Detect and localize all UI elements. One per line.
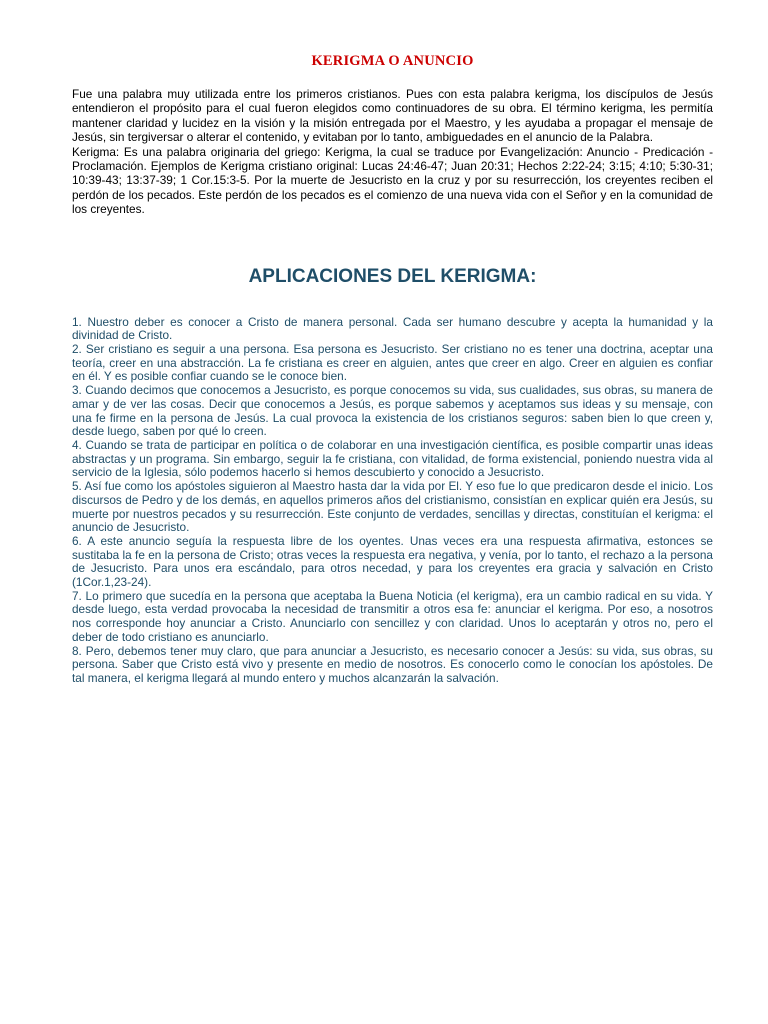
list-item: 2. Ser cristiano es seguir a una persona. Esa persona es Jesucristo. Ser cristiano no es tener una doctrina, aceptar una teoría, creer en una abstracción. La fe cristiana es creer en alguien, antes que creer en algo. Creer en alguien es confiar en él. Y es posible confiar cuando se le conoce bien. bbox=[72, 342, 713, 384]
intro-section bbox=[72, 87, 713, 217]
document-page bbox=[72, 0, 713, 686]
applications-list bbox=[72, 316, 713, 686]
list-item: 7. Lo primero que sucedía en la persona que aceptaba la Buena Noticia (el kerigma), era un cambio radical en su vida. Y desde luego, esta verdad provocaba la necesidad de transmitir a otros esa fe: anunciar el kerigma. Por eso, a nosotros nos corresponde hoy anunciar a Cristo. Anunciarlo con sencillez y con claridad. Unos lo aceptarán y otros no, pero el deber de todo cristiano es anunciarlo. bbox=[72, 588, 713, 644]
list-item: 6. A este anuncio seguía la respuesta libre de los oyentes. Unas veces era una respuesta afirmativa, estonces se sustitaba la fe en la persona de Cristo; otras veces la respuesta era negativa, y venía, por lo tanto, el rechazo a la persona de Jesucristo. Para unos era escándalo, para otros necedad, y para los creyentes era gracia y salvación en Cristo (1Cor.1,23-24). bbox=[72, 533, 713, 590]
list-item: 4. Cuando se trata de participar en política o de colaborar en una investigación científica, es posible compartir unas ideas abstractas y un programa. Sin embargo, seguir la fe cristiana, con vitalidad, de forma existencial, poniendo nuestra vida al servicio de la Iglesia, sólo podemos hacerlo si hemos descubierto y conocido a Jesucristo. bbox=[72, 437, 713, 480]
intro-paragraph: Fue una palabra muy utilizada entre los primeros cristianos. Pues con esta palabra kerigma, los discípulos de Jesús entendieron el propósito para el cual fueron elegidos como continuadores de su obra. El término kerigma, les permitía mantener claridad y lucidez en la visión y la misión entregada por el Maestro, y les ayudaba a propagar el mensaje de Jesús, sin tergiversar o alterar el contenido, y evitaban por lo tanto, ambiguedades en el anuncio de la Palabra. bbox=[72, 87, 713, 145]
document-title: KERIGMA O ANUNCIO bbox=[311, 53, 474, 69]
list-item: 1. Nuestro deber es conocer a Cristo de manera personal. Cada ser humano descubre y acepta la humanidad y la divinidad de Cristo. bbox=[72, 314, 713, 343]
list-item: 8. Pero, debemos tener muy claro, que para anunciar a Jesucristo, es necesario conocer a Jesús: su vida, sus obras, su persona. Saber que Cristo está vivo y presente en medio de nosotros. Es conocerlo como le conocían los apóstoles. De tal manera, el kerigma llegará al mundo entero y muchos alcanzarán la salvación. bbox=[72, 643, 713, 685]
section-heading: APLICACIONES DEL KERIGMA: bbox=[248, 265, 537, 287]
list-item: 3. Cuando decimos que conocemos a Jesucristo, es porque conocemos su vida, sus cualidades, sus obras, su manera de amar y de ver las cosas. Decir que conocemos a Jesús, es porque sabemos y aceptamos sus ideas y su mensaje, con una fe firme en la persona de Jesús. La cual provoca la existencia de los cristianos seguros: saben bien lo que creen y, desde luego, saben por qué lo creen. bbox=[72, 383, 713, 439]
list-item: 5. Así fue como los apóstoles siguieron al Maestro hasta dar la vida por El. Y eso fue lo que predicaron desde el inicio. Los discursos de Pedro y de los demás, en aquellos primeros años del cristianismo, consistían en explicar quién era Jesús, su muerte por nuestros pecados y su resurrección. Este conjunto de verdades, sencillas y directas, constituían el kerigma: el anuncio de Jesucristo. bbox=[72, 479, 713, 535]
intro-paragraph: Kerigma: Es una palabra originaria del griego: Kerigma, la cual se traduce por Evangelización: Anuncio - Predicación - Proclamación. Ejemplos de Kerigma cristiano original: Lucas 24:46-47; Juan 20:31; Hechos 2:22-24; 3:15; 4:10; 5:30-31; 10:39-43; 13:37-39; 1 Cor.15:3-5. Por la muerte de Jesucristo en la cruz y por su resurrección, los creyentes reciben el perdón de los pecados. Este perdón de los pecados es el comienzo de una nueva vida con el Señor y en la comunidad de los creyentes. bbox=[72, 144, 713, 217]
